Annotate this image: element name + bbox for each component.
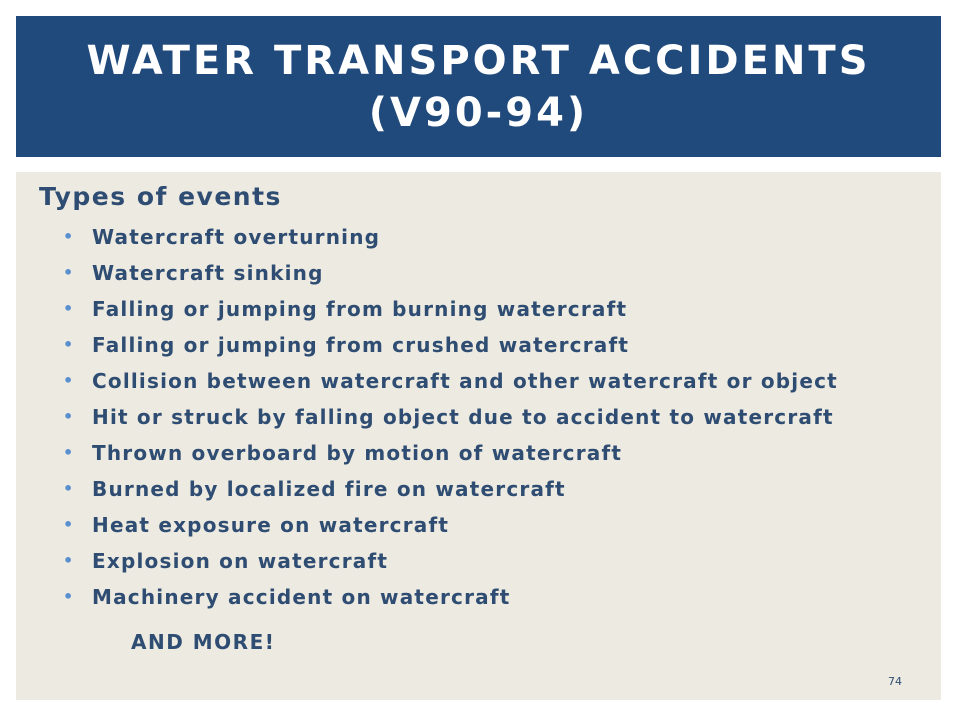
list-item <box>60 474 838 510</box>
list-item <box>60 546 838 582</box>
list-item-text: Burned by localized fire on watercraft <box>92 477 566 501</box>
bullet-icon: • <box>63 443 75 462</box>
list-item <box>60 582 838 618</box>
list-item-text: Heat exposure on watercraft <box>92 513 450 537</box>
content-box <box>16 172 941 700</box>
list-item <box>60 402 838 438</box>
list-item-text: Hit or struck by falling object due to accident to watercraft <box>92 405 834 429</box>
list-item-text: Watercraft sinking <box>92 261 324 285</box>
list-item-text: Falling or jumping from crushed watercraft <box>92 333 630 357</box>
bullet-icon: • <box>63 551 75 570</box>
list-item <box>60 438 838 474</box>
bullet-icon: • <box>63 335 75 354</box>
bullet-icon: • <box>63 515 75 534</box>
list-item-text: Watercraft overturning <box>92 225 381 249</box>
event-list <box>60 222 838 618</box>
list-item-text: Explosion on watercraft <box>92 549 389 573</box>
bullet-icon: • <box>63 479 75 498</box>
bullet-icon: • <box>63 263 75 282</box>
bullet-icon: • <box>63 407 75 426</box>
list-item-text: Falling or jumping from burning watercraft <box>92 297 628 321</box>
list-item <box>60 294 838 330</box>
list-item <box>60 330 838 366</box>
list-item <box>60 258 838 294</box>
list-item-text: Thrown overboard by motion of watercraft <box>92 441 623 465</box>
and-more-note: AND MORE! <box>131 630 276 654</box>
slide-title-line-1: WATER TRANSPORT ACCIDENTS <box>86 37 871 84</box>
section-heading: Types of events <box>39 182 282 211</box>
bullet-icon: • <box>63 227 75 246</box>
list-item-text: Collision between watercraft and other watercraft or object <box>92 369 838 393</box>
title-bar <box>16 16 941 157</box>
list-item <box>60 510 838 546</box>
slide-title-line-2: (V90-94) <box>368 89 589 136</box>
list-item <box>60 222 838 258</box>
list-item-text: Machinery accident on watercraft <box>92 585 511 609</box>
bullet-icon: • <box>63 299 75 318</box>
list-item <box>60 366 838 402</box>
page-number: 74 <box>888 675 902 688</box>
bullet-icon: • <box>63 587 75 606</box>
bullet-icon: • <box>63 371 75 390</box>
